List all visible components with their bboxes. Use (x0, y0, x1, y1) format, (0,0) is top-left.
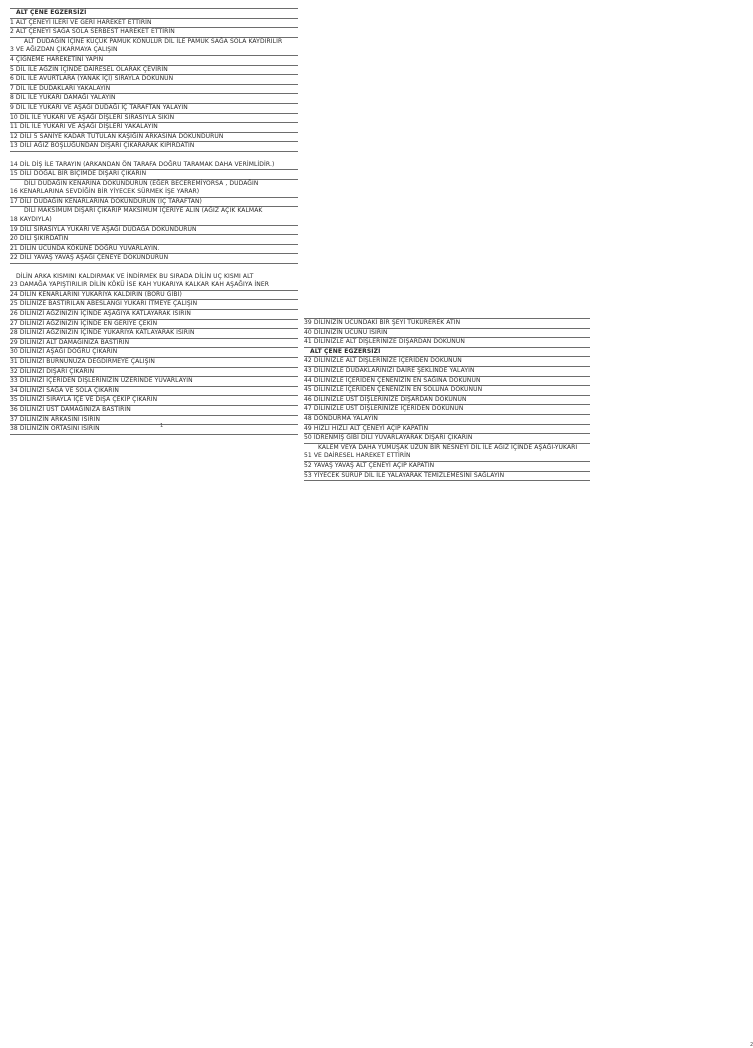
exercise-list-page-2 (304, 318, 590, 481)
exercise-list-page-1 (10, 8, 298, 435)
exercise-row: DİLİN ARKA KISMINI KALDIRMAK VE İNDİRMEK BU SIRADA DİLİN UÇ KISMI ALT (16, 272, 254, 280)
exercise-row: 42 DİLİNİZLE ALT DİŞLERİNİZE İÇERİDEN DOKUNUN (304, 357, 590, 367)
exercise-row: 9 DİL İLE YUKARI VE AŞAĞI DUDAĞI İÇ TARAFTAN YALAYIN (10, 104, 298, 114)
exercise-row: 29 DİLİNİZİ ALT DAMAĞINIZA BASTIRIN (10, 339, 298, 349)
page-1 (0, 0, 300, 440)
exercise-row: 1 ALT ÇENEYİ İLERİ VE GERİ HAREKET ETTİRİN (10, 19, 298, 29)
exercise-row: 23 DAMAĞA YAPIŞTIRILIR DİLİN KÖKÜ İSE KAH YUKARIYA KALKAR KAH AŞAĞIYA İNER (10, 281, 298, 291)
section-heading: ALT ÇENE EGZERSİZİ (10, 9, 298, 19)
exercise-row: 11 DİL İLE YUKARI VE AŞAĞI DİŞLERİ YAKALAYIN (10, 123, 298, 133)
exercise-row: 17 DİLİ DUDAĞIN KENARLARINA DOKUNDURUN (İÇ TARAFTAN) (10, 198, 298, 208)
exercise-row: 47 DİLİNİZLE ÜST DİŞLERİNİZE İÇERİDEN DOKUNUN (304, 405, 590, 415)
exercise-row: 41 DİLİNİZLE ALT DİŞLERİNİZE DIŞARDAN DOKUNUN (304, 338, 590, 348)
exercise-row: 30 DİLİNİZİ AŞAĞI DOĞRU ÇIKARIN (10, 348, 298, 358)
exercise-row: 2 ALT ÇENEYİ SAĞA SOLA SERBEST HAREKET ETTİRİN (10, 28, 298, 38)
exercise-row: ALT DUDAĞIN İÇİNE KÜÇÜK PAMUK KONULUR DİL İLE PAMUK SAĞA SOLA KAYDIRILIR (24, 37, 283, 45)
exercise-row: DİLİ MAKSİMUM DIŞARI ÇIKARIP MAKSİMUM İÇERİYE ALIN (AĞIZ AÇIK KALMAK (24, 207, 263, 215)
exercise-row: 26 DİLİNİZİ AĞZINIZIN İÇİNDE AŞAĞIYA KATLAYARAK ISIRIN (10, 310, 298, 320)
exercise-row: 24 DİLİN KENARLARINI YUKARIYA KALDIRIN (BORU GİBİ) (10, 291, 298, 301)
exercise-row: 40 DİLİNİZİN UCUNU ISIRIN (304, 329, 590, 339)
exercise-row: 27 DİLİNİZİ AĞZINIZIN İÇİNDE EN GERİYE ÇEKİN (10, 320, 298, 330)
exercise-row: 15 DİLİ DOĞAL BİR BİÇİMDE DIŞARI ÇIKARIN (10, 170, 298, 180)
exercise-row: 44 DİLİNİZLE İÇERİDEN ÇENENİZİN EN SAĞINA DOKUNUN (304, 377, 590, 387)
exercise-row: 21 DİLİN UCUNDA KÖKÜNE DOĞRU YUVARLAYIN. (10, 245, 298, 255)
exercise-row: 52 YAVAŞ YAVAŞ ALT ÇENEYİ AÇIP KAPATIN (304, 462, 590, 472)
exercise-row: 16 KENARLARINA SEVDİĞİN BİR YİYECEK SÜRMEK İŞE YARAR) (10, 188, 298, 198)
exercise-row: 36 DİLİNİZİ ÜST DAMAĞINIZA BASTIRIN (10, 406, 298, 416)
exercise-row: 12 DİLİ 5 SANİYE KADAR TUTULAN KAŞIĞIN ARKASINA DOKUNDURUN (10, 133, 298, 143)
exercise-row: 38 DİLİNİZİN ORTASINI ISIRIN (10, 425, 298, 435)
exercise-row: 8 DİL İLE YUKARI DAMAĞI YALAYIN (10, 94, 298, 104)
section-heading: ALT ÇENE EGZERSİZİ (304, 348, 590, 358)
exercise-row: 13 DİLİ AĞIZ BOŞLUĞUNDAN DIŞARI ÇIKARARAK KIPIRDATIN (10, 142, 298, 152)
exercise-row: 45 DİLİNİZLE İÇERİDEN ÇENENİZİN EN SOLUNA DOKUNUN (304, 386, 590, 396)
exercise-row: 4 ÇİĞNEME HAREKETİNİ YAPIN (10, 56, 298, 66)
exercise-row: 22 DİLİ YAVAŞ YAVAŞ AŞAĞI ÇENEYE DOKUNDURUN (10, 254, 298, 264)
blank-row (10, 264, 298, 273)
exercise-row: KALEM VEYA DAHA YUMUŞAK UZUN BİR NESNEYİ DİL İLE AĞIZ İÇİNDE AŞAĞI-YUKARI (318, 443, 578, 451)
exercise-row: 37 DİLİNİZİN ARKASINI ISIRIN (10, 416, 298, 426)
exercise-row: 46 DİLİNİZLE ÜST DİŞLERİNİZE DIŞARDAN DOKUNUN (304, 396, 590, 406)
exercise-row: 20 DİLİ ŞIKIRDATIN (10, 235, 298, 245)
exercise-row: 49 HIZLI HIZLI ALT ÇENEYİ AÇIP KAPATIN (304, 425, 590, 435)
exercise-row: DİLİ DUDAĞIN KENARINA DOKUNDURUN (EĞER BECEREMİYORSA , DUDAĞIN (24, 179, 259, 187)
exercise-row: 35 DİLİNİZİ SIRAYLA İÇE VE DIŞA ÇEKİP ÇIKARIN (10, 396, 298, 406)
exercise-row: 14 DİL DİŞ İLE TARAYIN (ARKANDAN ÖN TARAFA DOĞRU TARAMAK DAHA VERİMLİDİR.) (10, 161, 298, 171)
page-number-2: 2 (750, 1042, 753, 1048)
exercise-row: 34 DİLİNİZİ SAĞA VE SOLA ÇIKARIN (10, 387, 298, 397)
exercise-row: 7 DİL İLE DUDAKLARI YAKALAYIN (10, 85, 298, 95)
exercise-row: 50 İDRENMİŞ GİBİ DİLİ YUVARLAYARAK DIŞARI ÇIKARIN (304, 434, 590, 444)
exercise-row: 53 YİYECEK SÜRÜP DİL İLE YALAYARAK TEMİZLEMESİNİ SAĞLAYIN (304, 472, 590, 482)
exercise-row: 51 VE DAİRESEL HAREKET ETTİRİN (304, 452, 590, 462)
exercise-row: 3 VE AĞIZDAN ÇIKARMAYA ÇALIŞIN (10, 46, 298, 56)
exercise-row: 19 DİLİ SIRASIYLA YUKARI VE AŞAĞI DUDAĞA DOKUNDURUN (10, 226, 298, 236)
exercise-row: 6 DİL İLE AVURTLARA (YANAK İÇİ) SIRAYLA DOKUNUN (10, 75, 298, 85)
exercise-row: 32 DİLİNİZİ DIŞARI ÇIKARIN (10, 368, 298, 378)
exercise-row: 33 DİLİNİZİ İÇERİDEN DİŞLERİNİZİN ÜZERİNDE YUVARLAYIN (10, 377, 298, 387)
exercise-row: 10 DİL İLE YUKARI VE AŞAĞI DİŞLERİ SIRASIYLA SIKIN (10, 114, 298, 124)
exercise-row: 5 DİL İLE AĞZIN İÇİNDE DAİRESEL OLARAK ÇEVİRİN (10, 66, 298, 76)
exercise-row: 28 DİLİNİZİ AĞZINIZIN İÇİNDE YUKARIYA KATLAYARAK ISIRIN (10, 329, 298, 339)
page-number-1: 1 (160, 423, 164, 429)
exercise-row: 18 KAYDIYLA) (10, 216, 298, 226)
blank-row (10, 152, 298, 161)
exercise-row: 25 DİLİNİZE BASTIRILAN ABESLANGI YUKARI İTMEYE ÇALIŞIN (10, 300, 298, 310)
exercise-row: 39 DİLİNİZİN UCUNDAKİ BİR ŞEYİ TÜKÜREREK ATIN (304, 319, 590, 329)
exercise-row: 43 DİLİNİZLE DUDAKLARINIZI DAİRE ŞEKLİNDE YALAYIN (304, 367, 590, 377)
exercise-row: 31 DİLİNİZİ BURNUNUZA DEĞDİRMEYE ÇALIŞIN (10, 358, 298, 368)
exercise-row: 48 DONDURMA YALAYIN (304, 415, 590, 425)
